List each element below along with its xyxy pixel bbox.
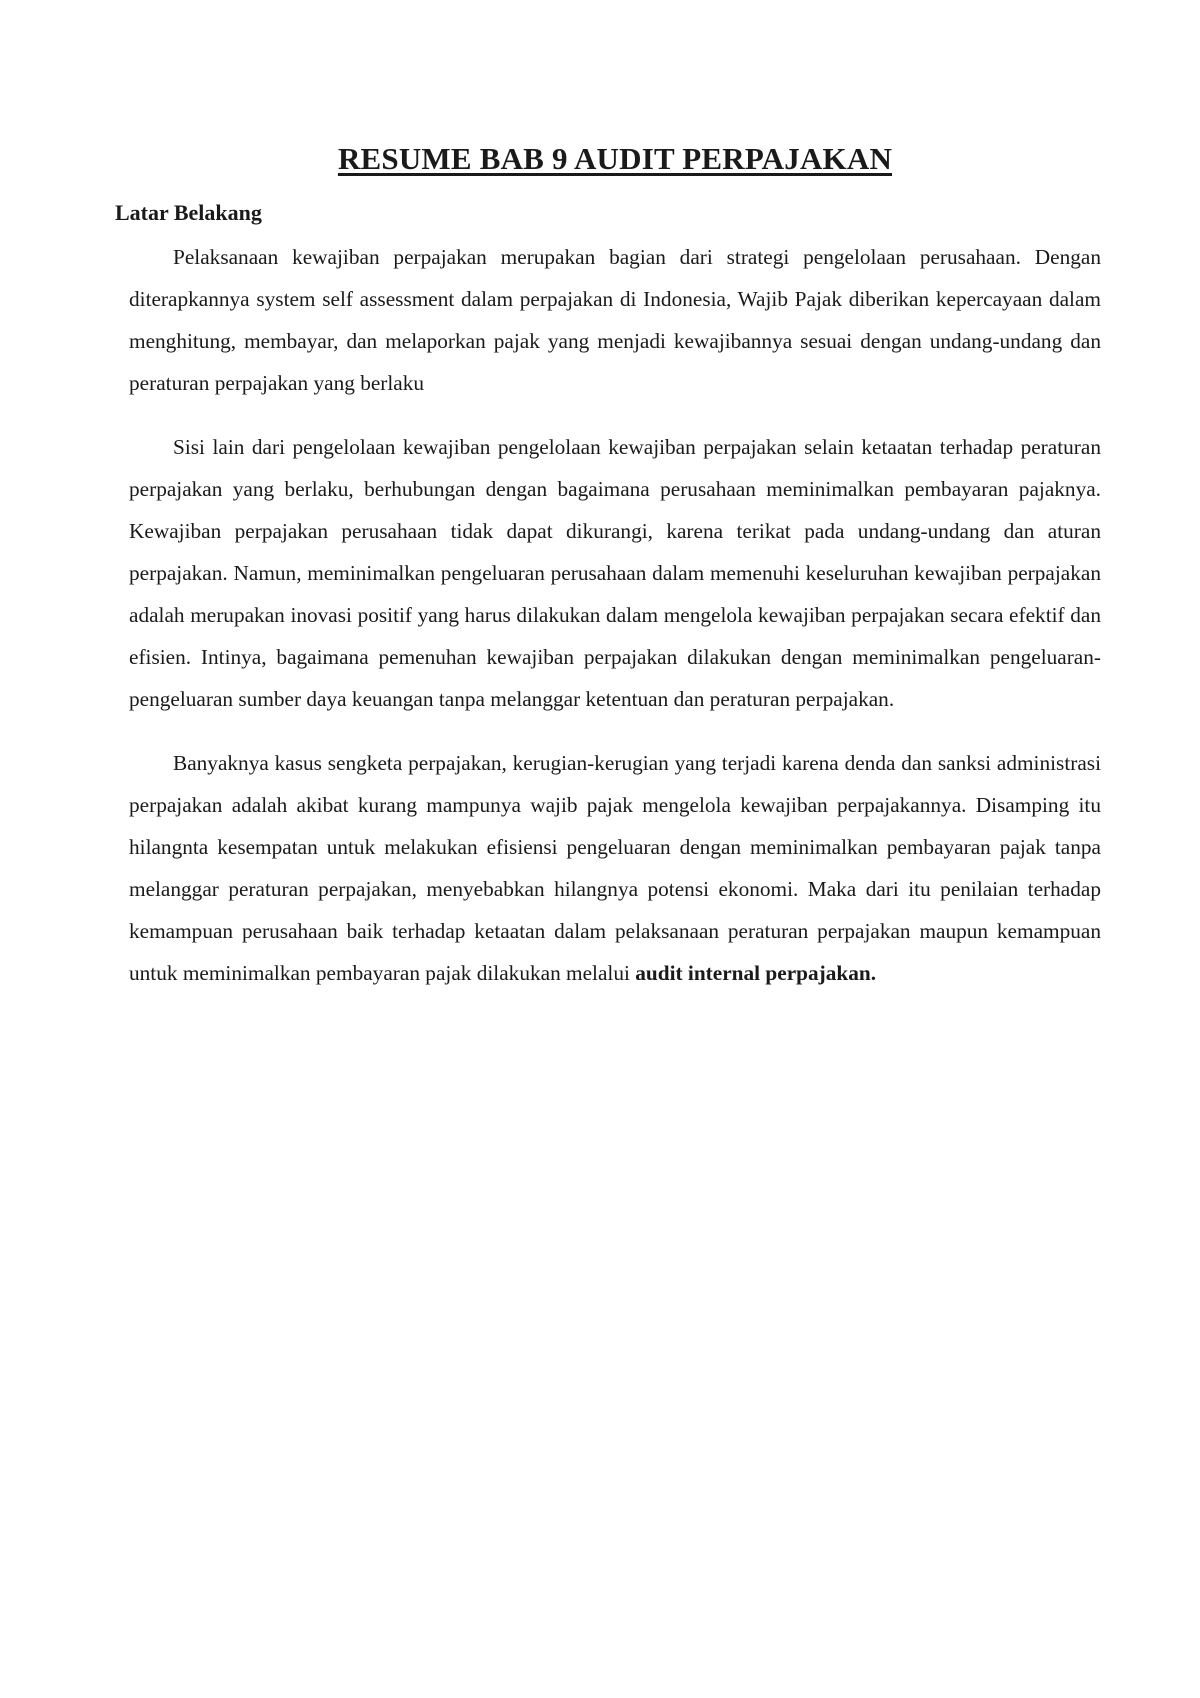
section-heading: Latar Belakang (115, 200, 262, 226)
paragraph-1: Pelaksanaan kewajiban perpajakan merupakan bagian dari strategi pengelolaan perusahaan. Dengan diterapkannya system self assessment dalam perpajakan di Indonesia, Wajib Pajak diberikan kepercayaan dalam menghitung, membayar, dan melaporkan pajak yang menjadi kewajibannya sesuai dengan undang-undang dan peraturan perpajakan yang berlaku (129, 244, 1101, 395)
document-body (115, 140, 1101, 1016)
paragraph-3-bold-term: audit internal perpajakan. (635, 960, 877, 985)
paragraph-3-text: Banyaknya kasus sengketa perpajakan, kerugian-kerugian yang terjadi karena denda dan sanksi administrasi perpajakan adalah akibat kurang mampunya wajib pajak mengelola kewajiban perpajakannya. Disamping itu hilangnta kesempatan untuk melakukan efisiensi pengeluaran dengan meminimalkan pembayaran pajak tanpa melanggar peraturan perpajakan, menyebabkan hilangnya potensi ekonomi. Maka dari itu penilaian terhadap kemampuan perusahaan baik terhadap ketaatan dalam pelaksanaan peraturan perpajakan maupun kemampuan untuk meminimalkan pembayaran pajak dilakukan melalui (129, 750, 1101, 985)
paragraph-3 (129, 742, 1101, 994)
paragraph-2: Sisi lain dari pengelolaan kewajiban pengelolaan kewajiban perpajakan selain ketaatan terhadap peraturan perpajakan yang berlaku, berhubungan dengan bagaimana perusahaan meminimalkan pembayaran pajaknya. Kewajiban perpajakan perusahaan tidak dapat dikurangi, karena terikat pada undang-undang dan aturan perpajakan. Namun, meminimalkan pengeluaran perusahaan dalam memenuhi keseluruhan kewajiban perpajakan adalah merupakan inovasi positif yang harus dilakukan dalam mengelola kewajiban perpajakan secara efektif dan efisien. Intinya, bagaimana pemenuhan kewajiban perpajakan dilakukan dengan meminimalkan pengeluaran-pengeluaran sumber daya keuangan tanpa melanggar ketentuan dan peraturan perpajakan. (129, 434, 1101, 711)
document-title: RESUME BAB 9 AUDIT PERPAJAKAN (337, 141, 893, 176)
